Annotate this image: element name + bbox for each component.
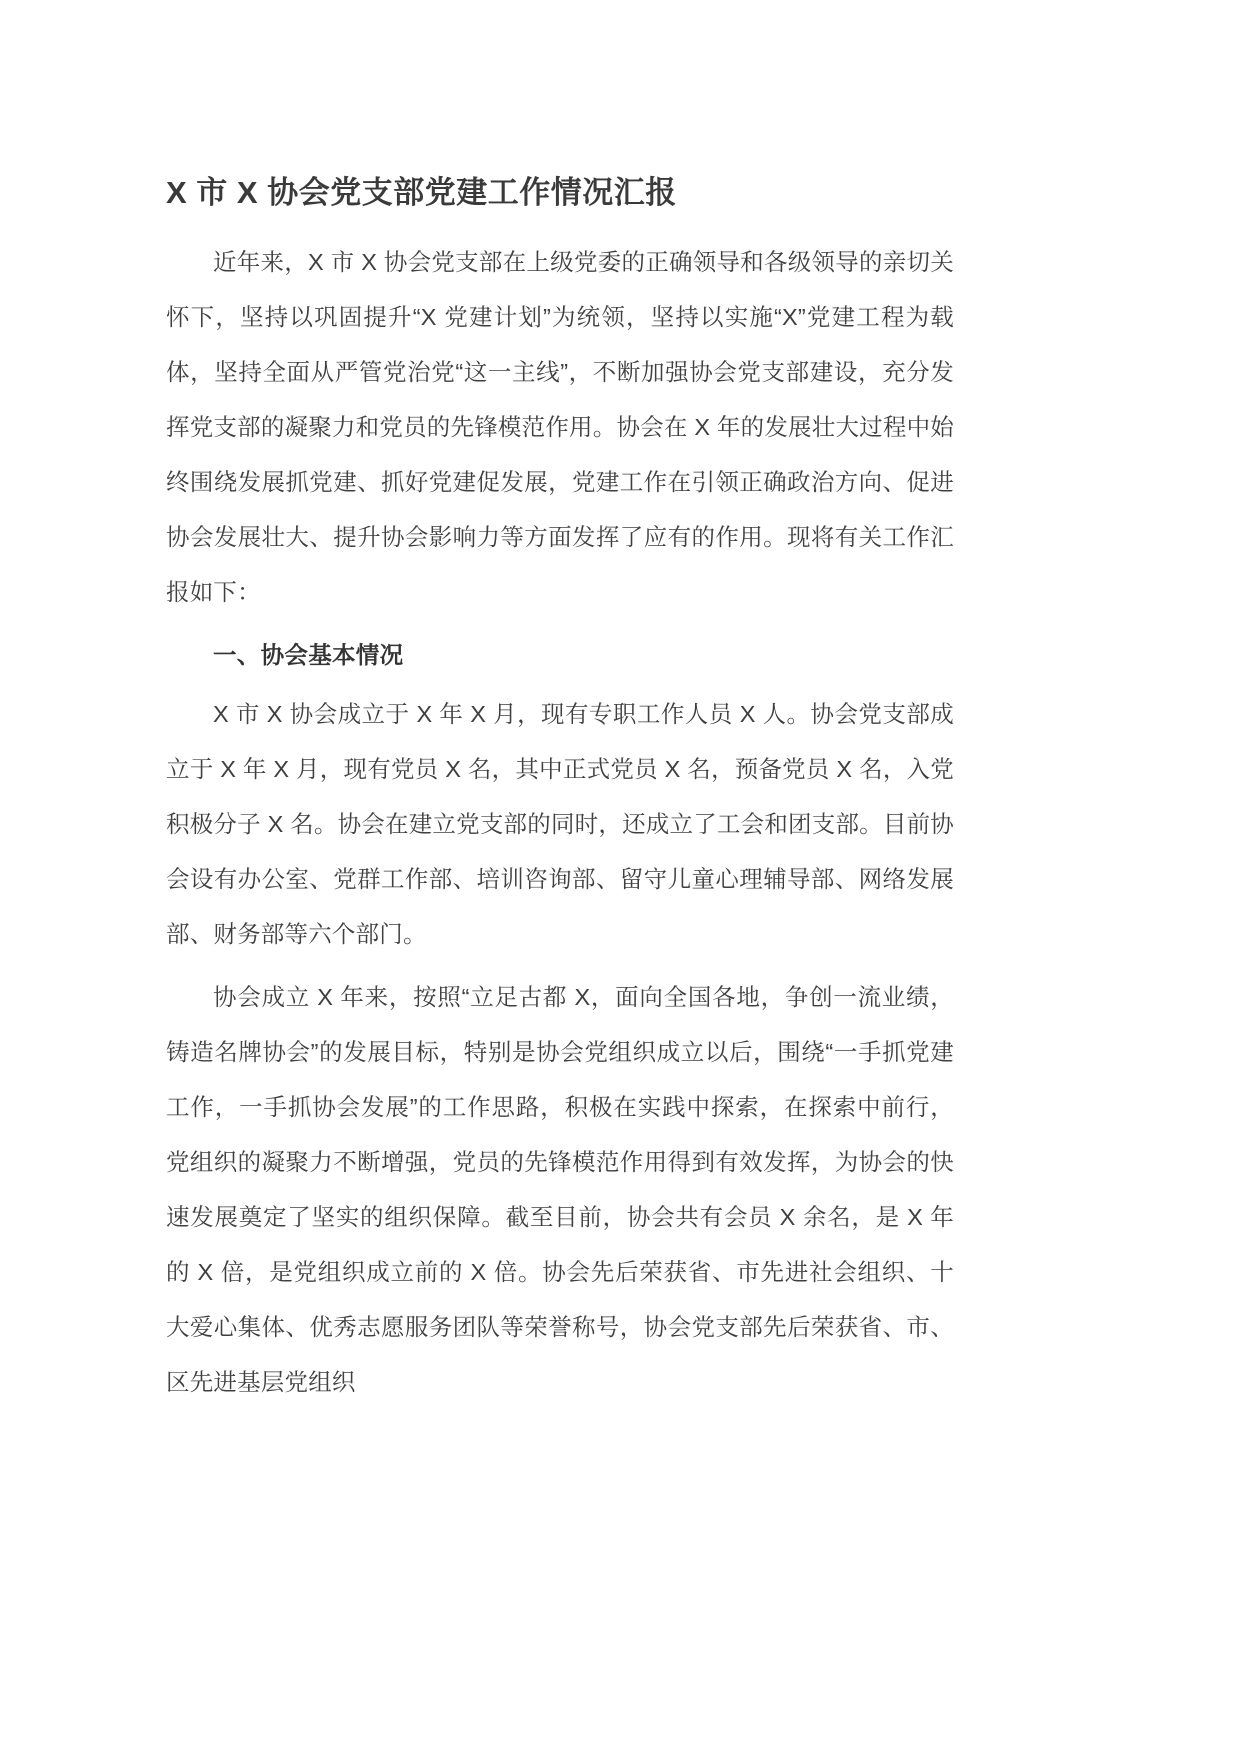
document-title: X 市 X 协会党支部党建工作情况汇报 [166, 175, 677, 210]
document-body [166, 170, 954, 1410]
paragraph-association-overview: X 市 X 协会成立于 X 年 X 月，现有专职工作人员 X 人。协会党支部成立于 X 年 X 月，现有党员 X 名，其中正式党员 X 名，预备党员 X 名，入党积极分子 X 名。协会在建立党支部的同时，还成立了工会和团支部。目前协会设有办公室、党群工作部、培训咨询部、留守儿童心理辅导部、网络发展部、财务部等六个部门。 [166, 700, 954, 947]
paragraph-association-achievements: 协会成立 X 年来，按照“立足古都 X，面向全国各地，争创一流业绩，铸造名牌协会”的发展目标，特别是协会党组织成立以后，围绕“一手抓党建工作，一手抓协会发展”的工作思路，积极在实践中探索，在探索中前行，党组织的凝聚力不断增强，党员的先锋模范作用得到有效发挥，为协会的快速发展奠定了坚实的组织保障。截至目前，协会共有会员 X 余名，是 X 年的 X 倍，是党组织成立前的 X 倍。协会先后荣获省、市先进社会组织、十大爱心集体、优秀志愿服务团队等荣誉称号，协会党支部先后荣获省、市、区先进基层党组织 [166, 983, 954, 1395]
section-heading-association-basics: 一、协会基本情况 [213, 641, 404, 668]
paragraph-intro: 近年来，X 市 X 协会党支部在上级党委的正确领导和各级领导的亲切关怀下，坚持以巩固提升“X 党建计划”为统领，坚持以实施“X”党建工程为载体，坚持全面从严管党治党“这一主线”，不断加强协会党支部建设，充分发挥党支部的凝聚力和党员的先锋模范作用。协会在 X 年的发展壮大过程中始终围绕发展抓党建、抓好党建促发展，党建工作在引领正确政治方向、促进协会发展壮大、提升协会影响力等方面发挥了应有的作用。现将有关工作汇报如下： [166, 248, 954, 605]
